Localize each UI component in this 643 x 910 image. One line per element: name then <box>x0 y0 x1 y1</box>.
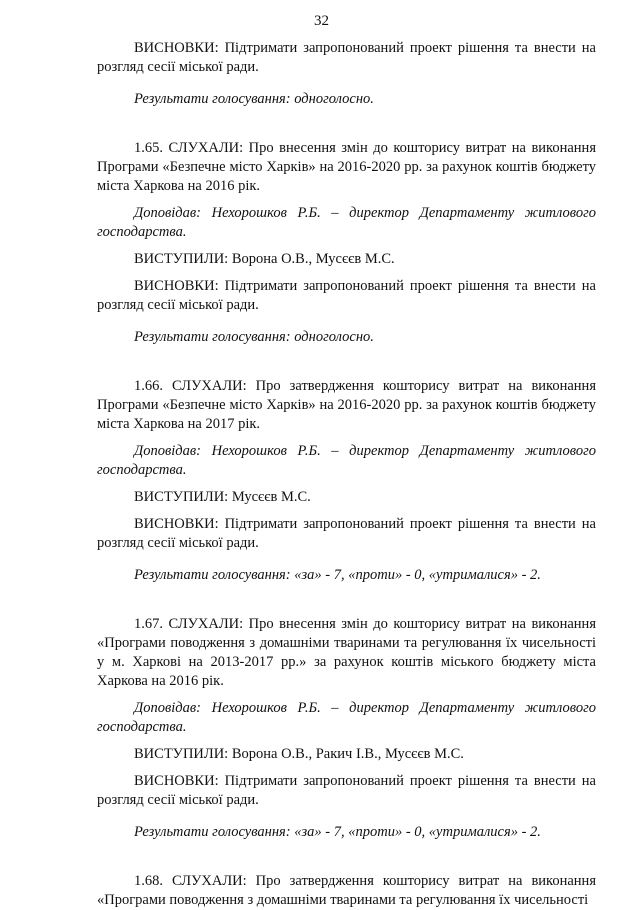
agenda-item-1-65: 1.65. СЛУХАЛИ: Про внесення змін до кошторису витрат на виконання Програми «Безпечне місто Харків» на 2016-2020 рр. за рахунок коштів бюджету міста Харкова на 2016 рік. <box>97 140 596 194</box>
conclusion-paragraph: ВИСНОВКИ: Підтримати запропонований проект рішення та внести на розгляд сесії міської ради. <box>97 773 596 808</box>
conclusion-paragraph: ВИСНОВКИ: Підтримати запропонований проект рішення та внести на розгляд сесії міської ради. <box>97 278 596 313</box>
document-body <box>97 39 596 910</box>
reporter-paragraph: Доповідав: Нехорошков Р.Б. – директор Департаменту житлового господарства. <box>97 700 596 735</box>
speakers-paragraph: ВИСТУПИЛИ: Ворона О.В., Мусєєв М.С. <box>134 251 395 267</box>
voting-result: Результати голосування: одноголосно. <box>134 91 374 107</box>
reporter-paragraph: Доповідав: Нехорошков Р.Б. – директор Департаменту житлового господарства. <box>97 205 596 240</box>
conclusion-paragraph: ВИСНОВКИ: Підтримати запропонований проект рішення та внести на розгляд сесії міської ради. <box>97 516 596 551</box>
voting-result: Результати голосування: «за» - 7, «проти» - 0, «утрималися» - 2. <box>134 824 541 840</box>
conclusion-paragraph: ВИСНОВКИ: Підтримати запропонований проект рішення та внести на розгляд сесії міської ради. <box>97 40 596 75</box>
reporter-paragraph: Доповідав: Нехорошков Р.Б. – директор Департаменту житлового господарства. <box>97 443 596 478</box>
voting-result: Результати голосування: одноголосно. <box>134 329 374 345</box>
voting-result: Результати голосування: «за» - 7, «проти» - 0, «утрималися» - 2. <box>134 567 541 583</box>
agenda-item-1-67: 1.67. СЛУХАЛИ: Про внесення змін до кошторису витрат на виконання «Програми поводження з домашніми тваринами та регулювання їх чисельності у м. Харкові на 2013-2017 рр.» за рахунок коштів міського бюджету міста Харкова на 2016 рік. <box>97 616 596 689</box>
speakers-paragraph: ВИСТУПИЛИ: Ворона О.В., Ракич І.В., Мусєєв М.С. <box>134 746 464 762</box>
agenda-item-1-66: 1.66. СЛУХАЛИ: Про затвердження кошторису витрат на виконання Програми «Безпечне місто Харків» на 2016-2020 рр. за рахунок коштів бюджету міста Харкова на 2017 рік. <box>97 378 596 432</box>
page-number: 32 <box>314 13 329 29</box>
agenda-item-1-68: 1.68. СЛУХАЛИ: Про затвердження кошторису витрат на виконання «Програми поводження з домашніми тваринами та регулювання їх чисельності <box>97 873 596 908</box>
speakers-paragraph: ВИСТУПИЛИ: Мусєєв М.С. <box>134 489 311 505</box>
